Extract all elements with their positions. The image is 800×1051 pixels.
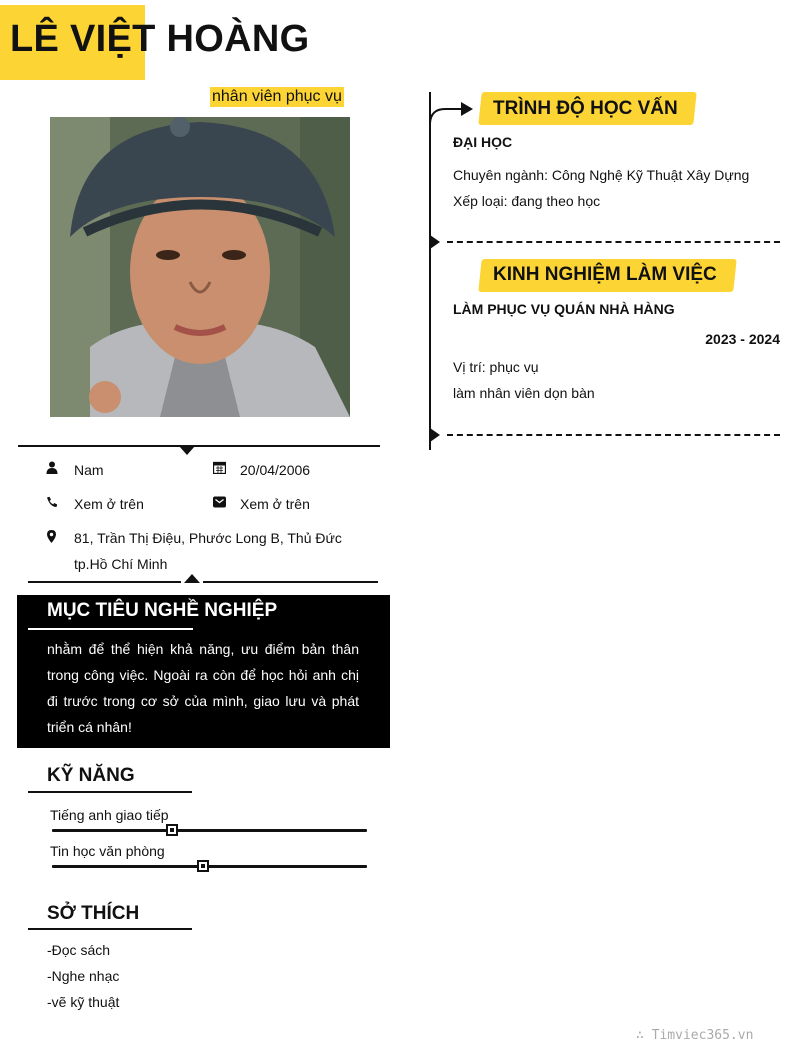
skill-label: Tiếng anh giao tiếp bbox=[50, 807, 169, 823]
divider-arrow-up-icon bbox=[184, 574, 200, 583]
skill-label: Tin học văn phòng bbox=[50, 843, 165, 859]
address-line-1: 81, Trần Thị Điệu, Phước Long B, Thủ Đức bbox=[74, 530, 342, 546]
job-title: nhân viên phục vụ bbox=[212, 88, 342, 105]
profile-photo bbox=[50, 117, 350, 417]
objective-title-underline bbox=[28, 628, 193, 630]
phone-value: Xem ở trên bbox=[74, 496, 144, 512]
timeline-line bbox=[429, 92, 431, 450]
person-icon bbox=[46, 461, 60, 475]
contact-top-divider bbox=[18, 445, 380, 447]
hobbies-title: SỞ THÍCH bbox=[47, 903, 140, 924]
birthday-value: 20/04/2006 bbox=[240, 462, 311, 478]
arrow-right-icon bbox=[429, 98, 474, 124]
hobby-item: -vẽ kỹ thuật bbox=[47, 994, 120, 1010]
skills-title: KỸ NĂNG bbox=[47, 765, 135, 786]
calendar-icon bbox=[213, 461, 227, 475]
experience-job: LÀM PHỤC VỤ QUÁN NHÀ HÀNG bbox=[453, 301, 675, 317]
education-level: ĐẠI HỌC bbox=[453, 134, 513, 150]
email-value: Xem ở trên bbox=[240, 496, 310, 512]
map-pin-icon bbox=[47, 530, 61, 544]
watermark: ∴ Timviec365.vn bbox=[636, 1028, 754, 1043]
hobby-item: -Đọc sách bbox=[47, 942, 111, 958]
skills-title-underline bbox=[28, 791, 192, 793]
section-divider bbox=[447, 241, 780, 243]
experience-period: 2023 - 2024 bbox=[705, 331, 780, 347]
gender-value: Nam bbox=[74, 462, 104, 478]
profile-photo-image bbox=[50, 117, 350, 417]
education-title: TRÌNH ĐỘ HỌC VẤN bbox=[493, 98, 678, 119]
experience-description: làm nhân viên dọn bàn bbox=[453, 385, 595, 401]
education-rank: Xếp loại: đang theo học bbox=[453, 193, 601, 209]
objective-text: nhằm để thể hiện khả năng, ưu điểm bản thân trong công việc. Ngoài ra còn để học hỏi anh chị đi trước trong cơ sở của mình, giao lưu và phát triển cá nhân! bbox=[47, 641, 359, 735]
timeline-marker-icon bbox=[430, 235, 440, 249]
section-divider bbox=[447, 434, 780, 436]
envelope-icon bbox=[213, 495, 227, 509]
candidate-name: LÊ VIỆT HOÀNG bbox=[10, 18, 310, 60]
skill-bar bbox=[52, 865, 367, 868]
timeline-marker-icon bbox=[430, 428, 440, 442]
skill-level-marker bbox=[197, 860, 209, 872]
address-line-2: tp.Hồ Chí Minh bbox=[74, 556, 168, 572]
phone-icon bbox=[46, 495, 60, 509]
contact-bottom-divider-right bbox=[203, 581, 378, 583]
skill-level-marker bbox=[166, 824, 178, 836]
hobby-item: -Nghe nhạc bbox=[47, 968, 120, 984]
experience-position: Vị trí: phục vụ bbox=[453, 359, 539, 375]
skill-bar bbox=[52, 829, 367, 832]
education-major: Chuyên ngành: Công Nghệ Kỹ Thuật Xây Dựng bbox=[453, 167, 750, 183]
experience-title: KINH NGHIỆM LÀM VIỆC bbox=[493, 264, 717, 285]
hobbies-title-underline bbox=[28, 928, 192, 930]
contact-bottom-divider-left bbox=[28, 581, 181, 583]
objective-title: MỤC TIÊU NGHỀ NGHIỆP bbox=[47, 600, 278, 621]
divider-arrow-down-icon bbox=[179, 446, 195, 455]
